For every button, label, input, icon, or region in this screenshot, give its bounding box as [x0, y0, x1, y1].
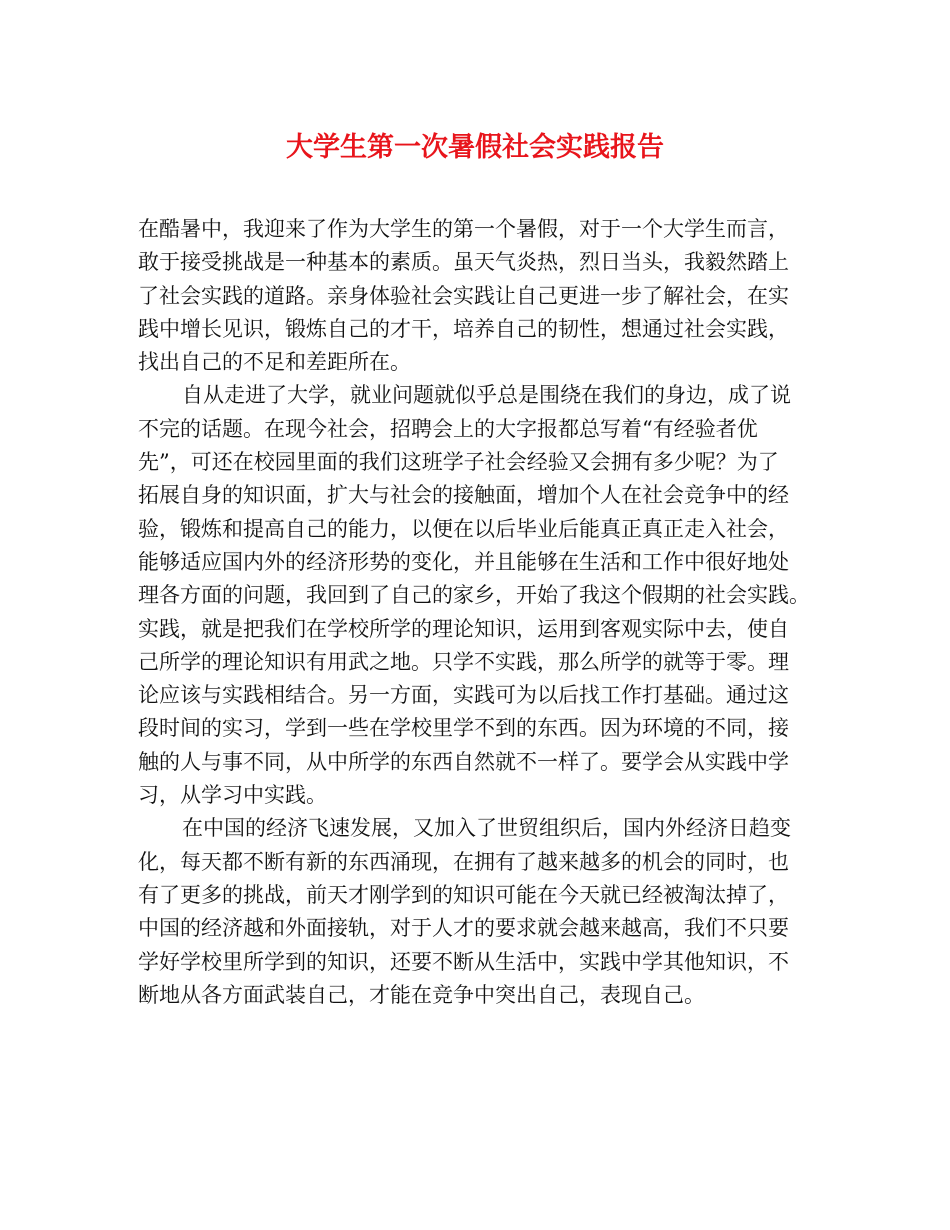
text-line-7: 不完的话题。在现今社会，招聘会上的大字报都总写着“有经验者优	[138, 416, 758, 441]
text-line-9: 拓展自身的知识面，扩大与社会的接触面，增加个人在社会竞争中的经	[138, 483, 789, 508]
text-line-1: 在酷暑中，我迎来了作为大学生的第一个暑假，对于一个大学生而言，	[138, 217, 789, 241]
text-line-24: 断地从各方面武装自己，才能在竞争中突出自己，表现自己。	[138, 982, 705, 1007]
text-line-6: 自从走进了大学，就业问题就似乎总是围绕在我们的身边，成了说	[182, 383, 791, 408]
text-line-17: 触的人与事不同，从中所学的东西自然就不一样了。要学会从实践中学	[138, 749, 789, 774]
text-line-15: 论应该与实践相结合。另一方面，实践可为以后找工作打基础。通过这	[138, 683, 789, 708]
text-line-3: 了社会实践的道路。亲身体验社会实践让自己更进一步了解社会，在实	[138, 283, 789, 308]
text-line-19: 在中国的经济飞速发展，又加入了世贸组织后，国内外经济日趋变	[182, 816, 791, 841]
text-line-2: 敢于接受挑战是一种基本的素质。虽天气炎热，烈日当头，我毅然踏上	[138, 250, 789, 275]
text-line-13: 实践，就是把我们在学校所学的理论知识，运用到客观实际中去，使自	[138, 616, 789, 641]
text-line-4: 践中增长见识，锻炼自己的才干，培养自己的韧性，想通过社会实践，	[138, 316, 789, 341]
document-body	[138, 213, 818, 1012]
document-title: 大学生第一次暑假社会实践报告	[286, 132, 664, 163]
text-line-10: 验，锻炼和提高自己的能力，以便在以后毕业后能真正真正走入社会，	[138, 516, 789, 541]
text-line-22: 中国的经济越和外面接轨，对于人才的要求就会越来越高，我们不只要	[138, 916, 789, 941]
text-line-11: 能够适应国内外的经济形势的变化，并且能够在生活和工作中很好地处	[138, 549, 789, 574]
text-line-12: 理各方面的问题，我回到了自己的家乡，开始了我这个假期的社会实践。	[138, 583, 810, 608]
text-line-21: 有了更多的挑战，前天才刚学到的知识可能在今天就已经被淘汰掉了，	[138, 882, 789, 907]
text-line-20: 化，每天都不断有新的东西涌现，在拥有了越来越多的机会的同时，也	[138, 849, 789, 874]
text-line-8: 先”，可还在校园里面的我们这班学子社会经验又会拥有多少呢？为了	[138, 450, 779, 475]
text-line-18: 习，从学习中实践。	[138, 783, 327, 808]
text-line-16: 段时间的实习，学到一些在学校里学不到的东西。因为环境的不同，接	[138, 716, 789, 741]
text-line-14: 己所学的理论知识有用武之地。只学不实践，那么所学的就等于零。理	[138, 649, 789, 674]
text-line-5: 找出自己的不足和差距所在。	[138, 350, 411, 375]
text-line-23: 学好学校里所学到的知识，还要不断从生活中，实践中学其他知识，不	[138, 949, 789, 974]
